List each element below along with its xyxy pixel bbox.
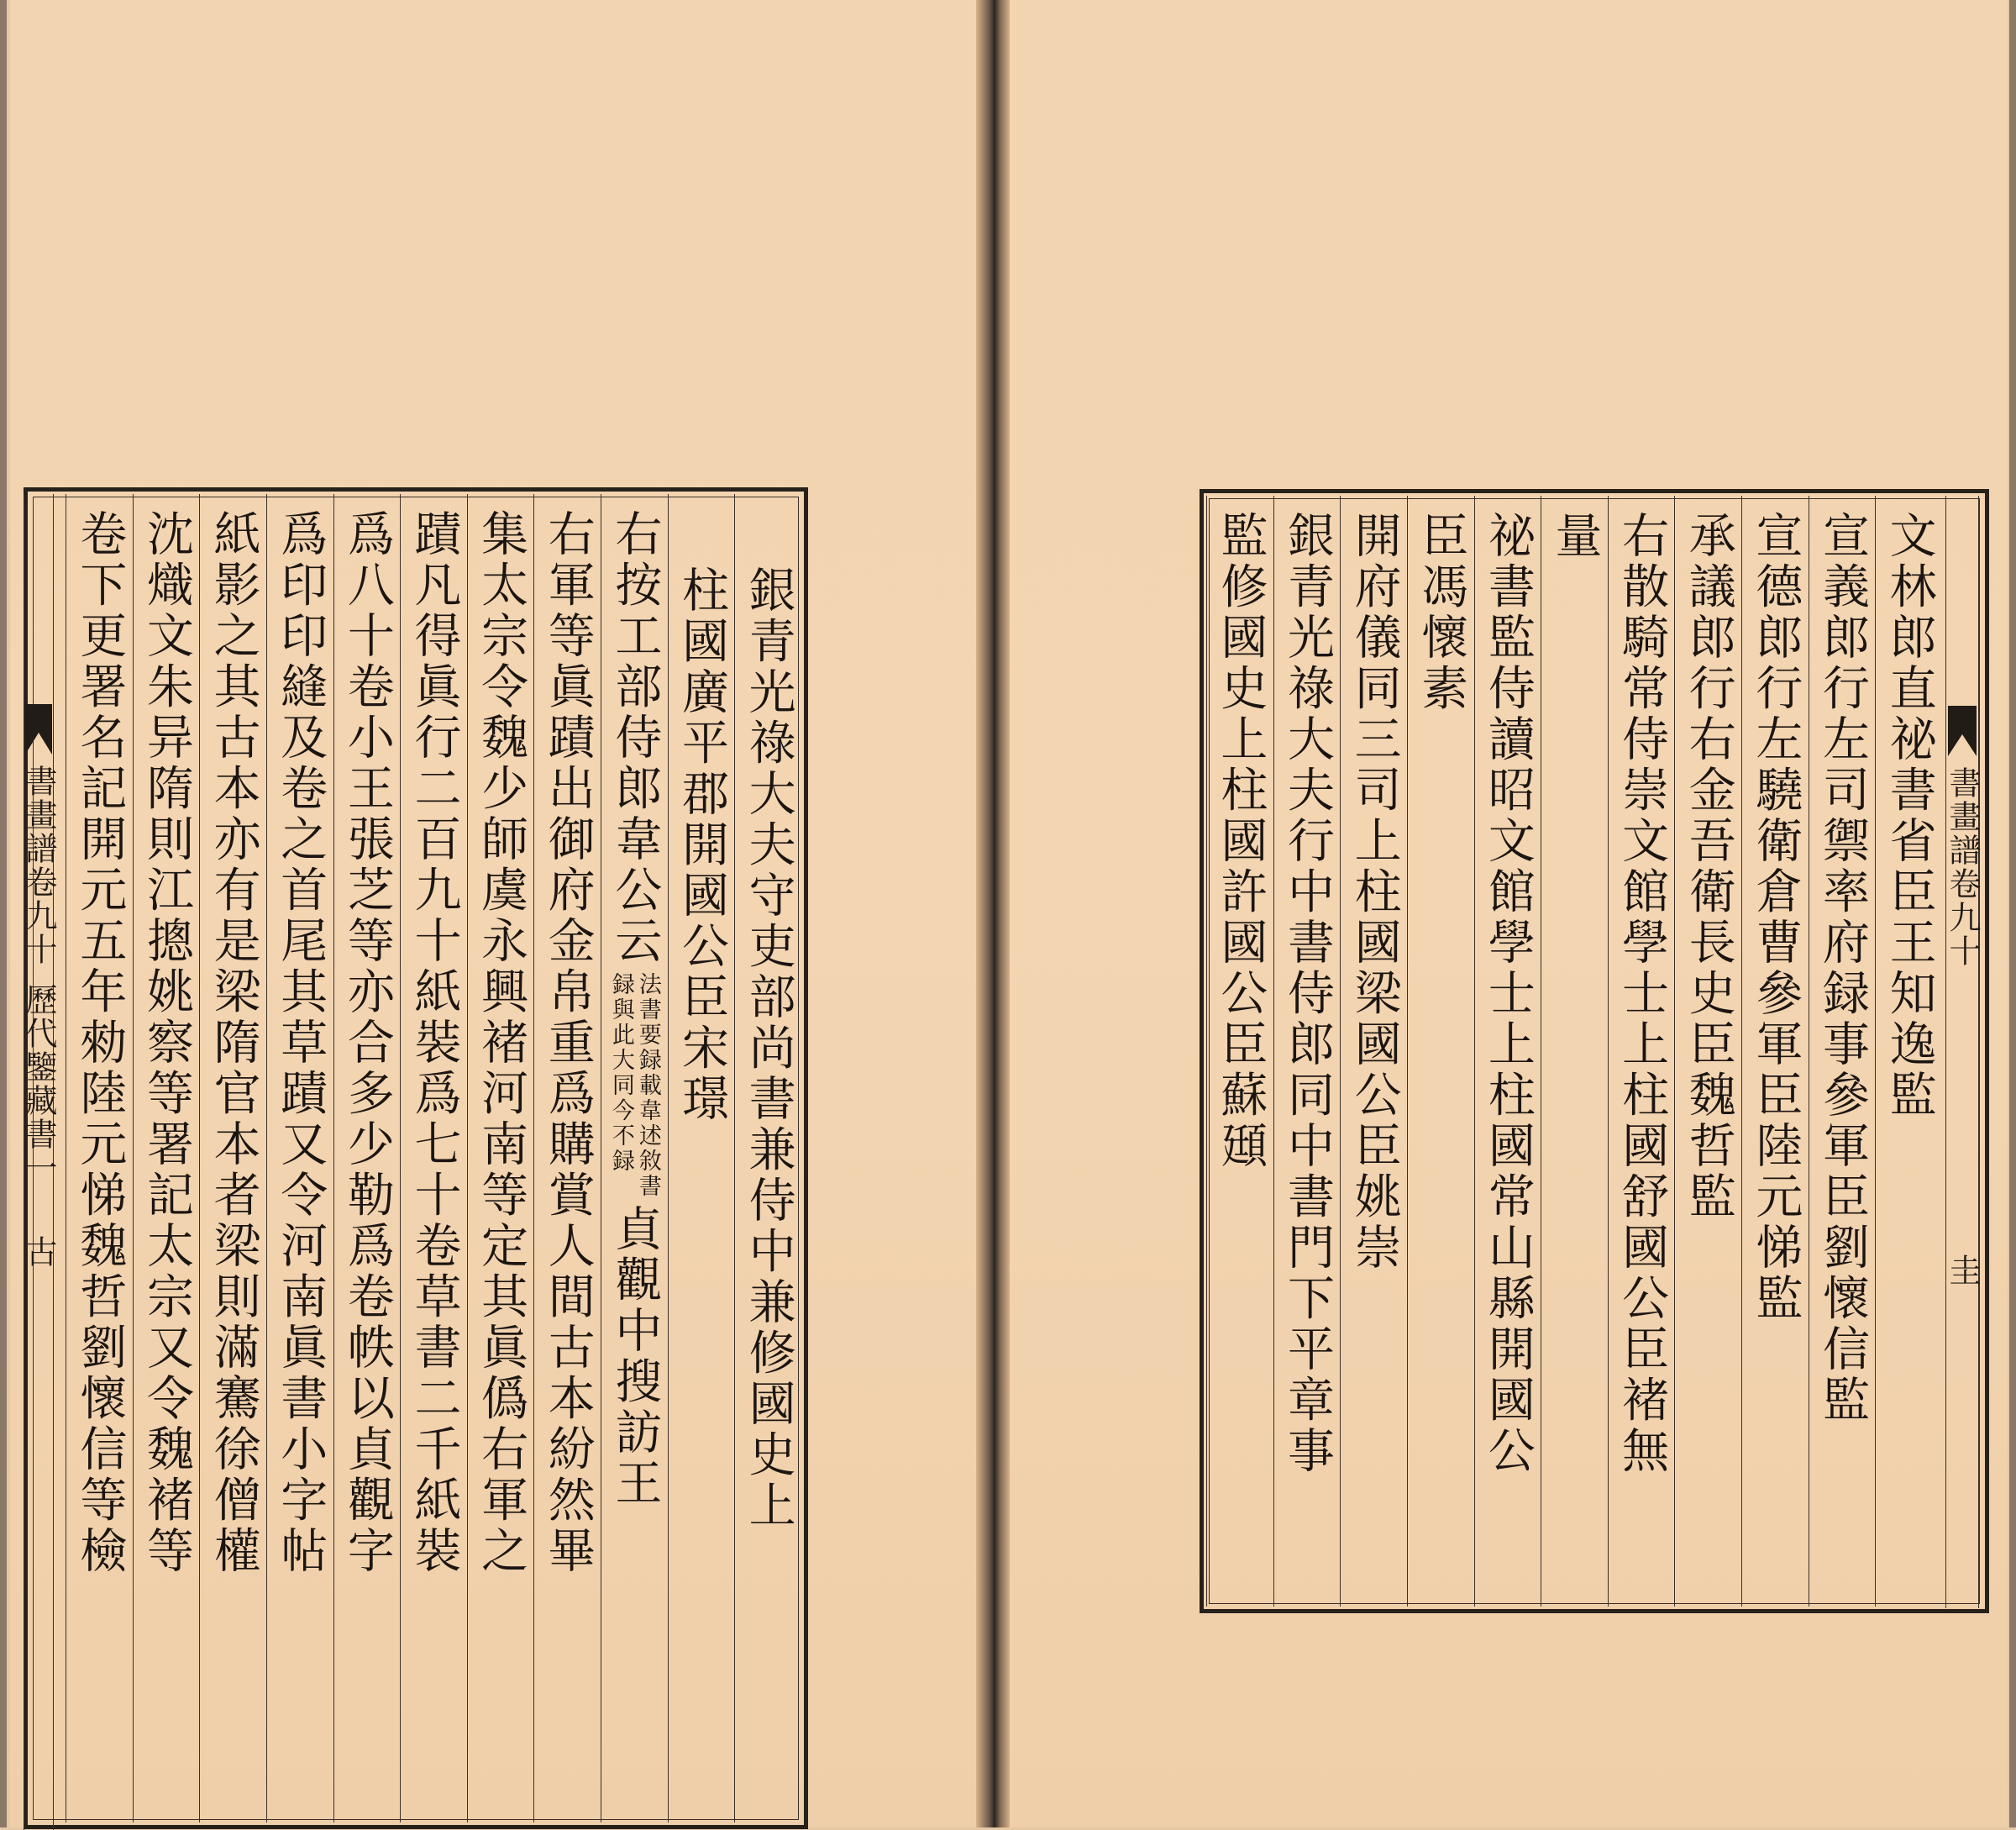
text-column — [1541, 496, 1608, 1607]
column-text-tail: 貞觀中搜訪王 — [607, 1203, 663, 1509]
column-text: 開府儀同三司上柱國梁國公臣姚崇 — [1347, 511, 1402, 1274]
text-column — [1474, 496, 1541, 1607]
column-text: 右散騎常侍崇文館學士上柱國舒國公臣褚無 — [1614, 511, 1670, 1477]
fishtail-icon — [25, 704, 52, 758]
column-text: 右按工部侍郎韋公云 — [607, 509, 663, 967]
column-text: 銀青光祿大夫行中書侍郎同中書門下平章事 — [1279, 511, 1335, 1477]
text-column — [333, 494, 401, 1822]
column-text: 監修國史上柱國許國公臣蘇頲 — [1213, 511, 1268, 1172]
text-column — [66, 494, 133, 1822]
right-center-band — [1945, 496, 1979, 1608]
text-column — [1206, 496, 1273, 1607]
interlinear-note — [607, 971, 661, 1199]
text-column — [533, 494, 601, 1822]
text-column — [1608, 496, 1675, 1607]
text-column — [266, 494, 333, 1822]
text-column — [1674, 496, 1741, 1607]
band-title: 書畫譜卷九十 — [1944, 766, 1981, 968]
text-column — [1273, 496, 1341, 1607]
column-text: 臣馮懷素 — [1414, 511, 1469, 714]
left-page-edge — [0, 0, 7, 1827]
column-text: 宣義郎行左司禦率府録事參軍臣劉懷信監 — [1815, 511, 1871, 1426]
column-text: 柱國廣平郡開國公臣宋璟 — [675, 565, 730, 1125]
band-folio: 圭 — [1944, 1254, 1981, 1287]
column-text: 爲八十卷小王張芝等亦合多少勒爲卷帙以貞觀字 — [339, 509, 395, 1577]
text-column — [400, 494, 467, 1822]
text-column — [1809, 496, 1876, 1607]
text-column — [1741, 496, 1809, 1607]
band-title: 書畫譜卷九十 — [20, 765, 57, 966]
left-center-band — [20, 494, 57, 1830]
column-text: 銀青光祿大夫守吏部尚書兼侍中兼修國史上 — [741, 565, 796, 1532]
column-text: 蹟凡得眞行二百九十紙裝爲七十卷草書二千紙裝 — [407, 509, 462, 1577]
column-text: 集太宗令魏少師虞永興褚河南等定其眞僞右軍之 — [474, 509, 529, 1577]
column-text: 祕書監侍讀昭文館學士上柱國常山縣開國公 — [1480, 511, 1536, 1477]
text-column — [1875, 496, 1942, 1607]
column-text: 宣德郎行左驍衛倉曹參軍臣陸元悌監 — [1748, 511, 1803, 1324]
text-column — [1340, 496, 1407, 1607]
column-text: 卷下更署名記開元五年勑陸元悌魏哲劉懷信等檢 — [72, 509, 128, 1577]
note-line: 録與此大同今不録 — [607, 971, 634, 1174]
fishtail-icon — [1948, 706, 1977, 760]
text-column — [133, 494, 200, 1822]
text-column — [199, 494, 266, 1822]
right-page-edge — [2009, 0, 2016, 1827]
text-column — [467, 494, 534, 1822]
text-column — [1407, 496, 1474, 1607]
column-text: 右軍等眞蹟出御府金帛重爲購賞人間古本紛然畢 — [540, 509, 596, 1577]
column-text: 承議郎行右金吾衛長史臣魏哲監 — [1681, 511, 1736, 1223]
band-folio: 古 — [20, 1235, 57, 1269]
band-section: 歷代鑒藏書一 — [20, 983, 57, 1185]
column-text: 量 — [1547, 511, 1603, 562]
column-text: 紙影之其古本亦有是梁隋官本者梁則滿騫徐僧權 — [206, 509, 261, 1577]
book-gutter — [976, 0, 1010, 1827]
column-text: 沈熾文朱异隋則江摠姚察等署記太宗又令魏褚等 — [139, 509, 194, 1577]
text-column — [601, 494, 668, 1822]
note-line: 法書要録載韋述敘書 — [634, 971, 661, 1199]
column-text: 文林郎直祕書省臣王知逸監 — [1882, 511, 1937, 1121]
column-text: 爲印印縫及卷之首尾其草蹟又令河南眞書小字帖 — [273, 509, 328, 1577]
